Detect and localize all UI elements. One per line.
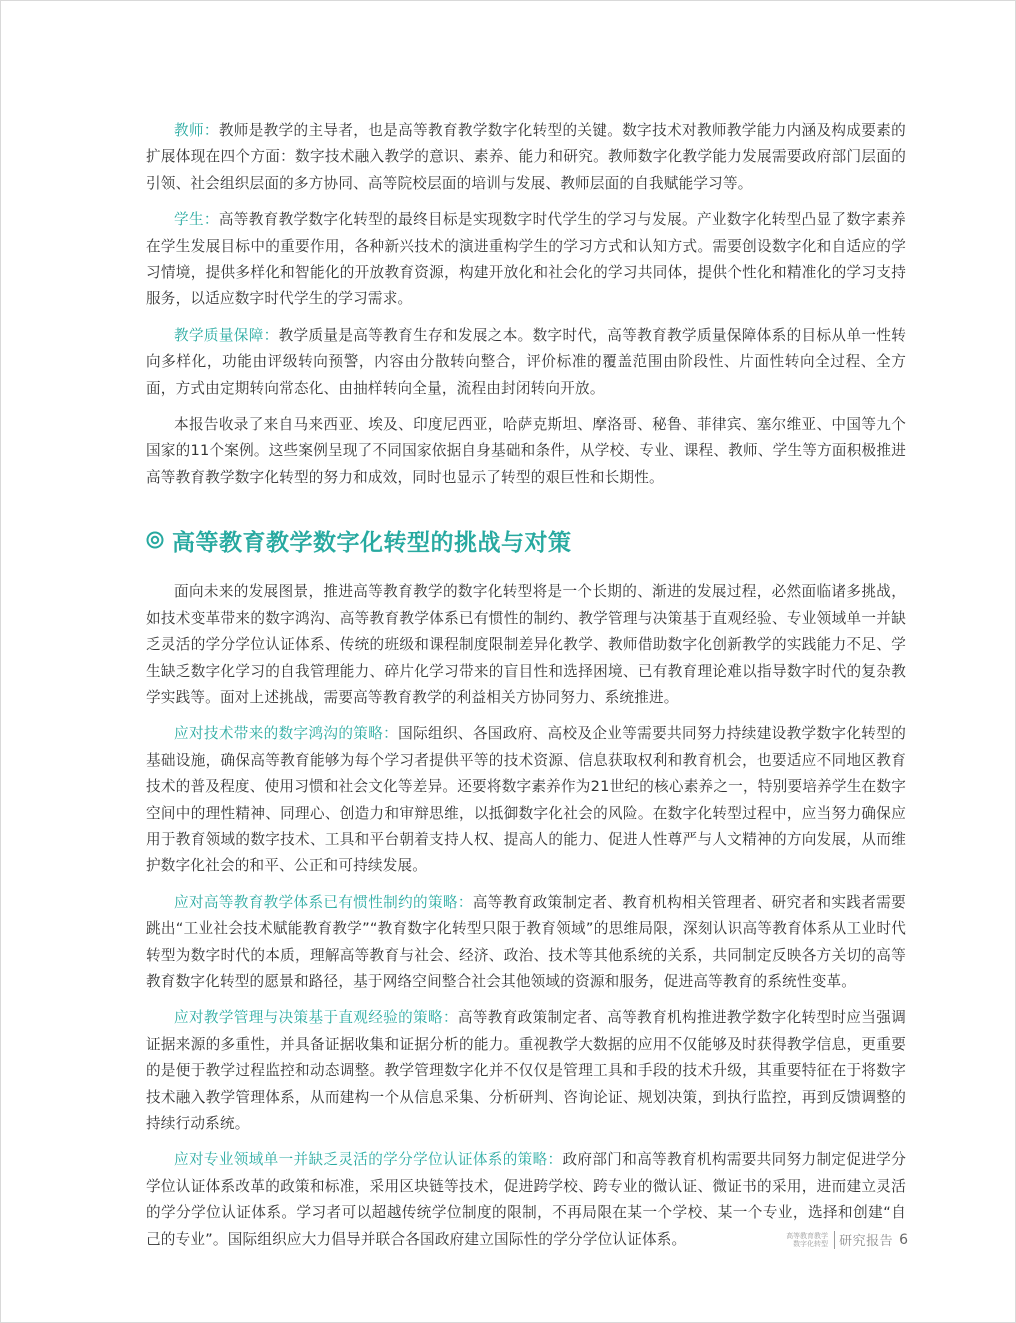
footer-logo-line: 高等教育教学	[786, 1231, 829, 1240]
report-body	[146, 118, 906, 1263]
paragraph-report-cases	[146, 412, 906, 491]
paragraph-inertia	[146, 890, 906, 996]
paragraph-lead: 教师：	[174, 122, 219, 139]
paragraph-digital-divide	[146, 721, 906, 879]
paragraph-management	[146, 1005, 906, 1137]
paragraph-quality-assurance	[146, 323, 906, 402]
paragraph-lead: 应对教学管理与决策基于直观经验的策略：	[174, 1009, 458, 1027]
paragraph-lead: 应对高等教育教学体系已有惯性制约的策略：	[174, 893, 473, 911]
paragraph-text: 面向未来的发展图景，推进高等教育教学的数字化转型将是一个长期的、渐进的发展过程，必然面临诸多挑战，如技术变革带来的数字鸿沟、高等教育教学体系已有惯性的制约、教学管理与决策基于直观经验、专业领域单一并缺乏灵活的学分学位认证体系、传统的班级和课程制度限制差异化教学、教师借助数字化创新教学的实践能力不足、学生缺乏数字化学习的自我管理能力、碎片化学习带来的盲目性和选择困境、已有教育理论难以指导数字时代的复杂教学实践等。面对上述挑战，需要高等教育教学的利益相关方协同努力、系统推进。	[146, 583, 906, 706]
paragraph-text: 国际组织、各国政府、高校及企业等需要共同努力持续建设教学数字化转型的基础设施，确保高等教育能够为每个学习者提供平等的技术资源、信息获取权利和教育机会，也要适应不同地区教育技术的普及程度、使用习惯和社会文化等差异。还要将数字素养作为21世纪的核心素养之一，特别要培养学生在数字空间中的理性精神、同理心、创造力和审辩思维，以抵御数字化社会的风险。在数字化转型过程中，应当努力确保应用于教育领域的数字技术、工具和平台朝着支持人权、提高人的能力、促进人性尊严与人文精神的方向发展，从而维护数字化社会的和平、公正和可持续发展。	[146, 725, 906, 875]
paragraph-lead: 应对专业领域单一并缺乏灵活的学分学位认证体系的策略：	[174, 1151, 563, 1169]
paragraph-text: 高等教育教学数字化转型的最终目标是实现数字时代学生的学习与发展。产业数字化转型凸显了数字素养在学生发展目标中的重要作用，各种新兴技术的演进重构学生的学习方式和认知方式。需要创设数字化和自适应的学习情境，提供多样化和智能化的开放教育资源，构建开放化和社会化的学习共同体，提供个性化和精准化的学习支持服务，以适应数字时代学生的学习需求。	[146, 211, 906, 308]
double-circle-icon	[146, 531, 164, 549]
paragraph-text: 高等教育政策制定者、高等教育机构推进教学数字化转型时应当强调证据来源的多重性，并具备证据收集和证据分析的能力。重视教学大数据的应用不仅能够及时获得教学信息，更重要的是便于教学过程监控和动态调整。教学管理数字化并不仅仅是管理工具和手段的技术升级，其重要特征在于将数字技术融入教学管理体系，从而建构一个从信息采集、分析研判、咨询论证、规划决策，到执行监控，再到反馈调整的持续行动系统。	[146, 1009, 906, 1132]
paragraph-teachers	[146, 118, 906, 197]
section-title: 高等教育教学数字化转型的挑战与对策	[172, 529, 572, 556]
paragraph-lead: 教学质量保障：	[174, 326, 279, 344]
paragraph-text: 高等教育政策制定者、教育机构相关管理者、研究者和实践者需要跳出“工业社会技术赋能教育教学”“教育数字化转型只限于教育领域”的思维局限，深刻认识高等教育体系从工业时代转型为数字时代的本质，理解高等教育与社会、经济、政治、技术等其他系统的关系，共同制定反映各方关切的高等教育数字化转型的愿景和路径，基于网络空间整合社会其他领域的资源和服务，促进高等教育的系统性变革。	[146, 893, 906, 990]
page-footer	[786, 1230, 908, 1249]
paragraph-text: 本报告收录了来自马来西亚、埃及、印度尼西亚，哈萨克斯坦、摩洛哥、秘鲁、菲律宾、塞尔维亚、中国等九个国家的11个案例。这些案例呈现了不同国家依据自身基础和条件，从学校、专业、课程、教师、学生等方面积极推进高等教育教学数字化转型的努力和成效，同时也显示了转型的艰巨性和长期性。	[146, 416, 906, 486]
paragraph-text: 政府部门和高等教育机构需要共同努力制定促进学分学位认证体系改革的政策和标准，采用区块链等技术，促进跨学校、跨专业的微认证、微证书的采用，进而建立灵活的学分学位认证体系。学习者可以超越传统学位制度的限制，不再局限在某一个学校、某一个专业，选择和创建“自己的专业”。国际组织应大力倡导并联合各国政府建立国际性的学分学位认证体系。	[146, 1151, 906, 1248]
page-number: 6	[899, 1231, 908, 1248]
footer-label: 研究报告	[839, 1234, 894, 1249]
section-heading	[146, 523, 906, 557]
footer-logo	[786, 1232, 828, 1248]
footer-logo-line: 数字化转型	[793, 1239, 829, 1248]
paragraph-lead: 应对技术带来的数字鸿沟的策略：	[174, 725, 399, 743]
paragraph-challenges	[146, 579, 906, 711]
paragraph-text: 教学质量是高等教育生存和发展之本。数字时代，高等教育教学质量保障体系的目标从单一性转向多样化，功能由评级转向预警，内容由分散转向整合，评价标准的覆盖范围由阶段性、片面性转向全过程、全方面，方式由定期转向常态化、由抽样转向全量，流程由封闭转向开放。	[146, 326, 906, 397]
paragraph-students	[146, 207, 906, 313]
paragraph-lead: 学生：	[174, 211, 219, 229]
paragraph-text: 教师是教学的主导者，也是高等教育教学数字化转型的关键。数字技术对教师教学能力内涵及构成要素的扩展体现在四个方面：数字技术融入教学的意识、素养、能力和研究。教师数字化教学能力发展需要政府部门层面的引领、社会组织层面的多方协同、高等院校层面的培训与发展、教师层面的自我赋能学习等。	[146, 122, 906, 192]
footer-divider	[834, 1231, 835, 1249]
